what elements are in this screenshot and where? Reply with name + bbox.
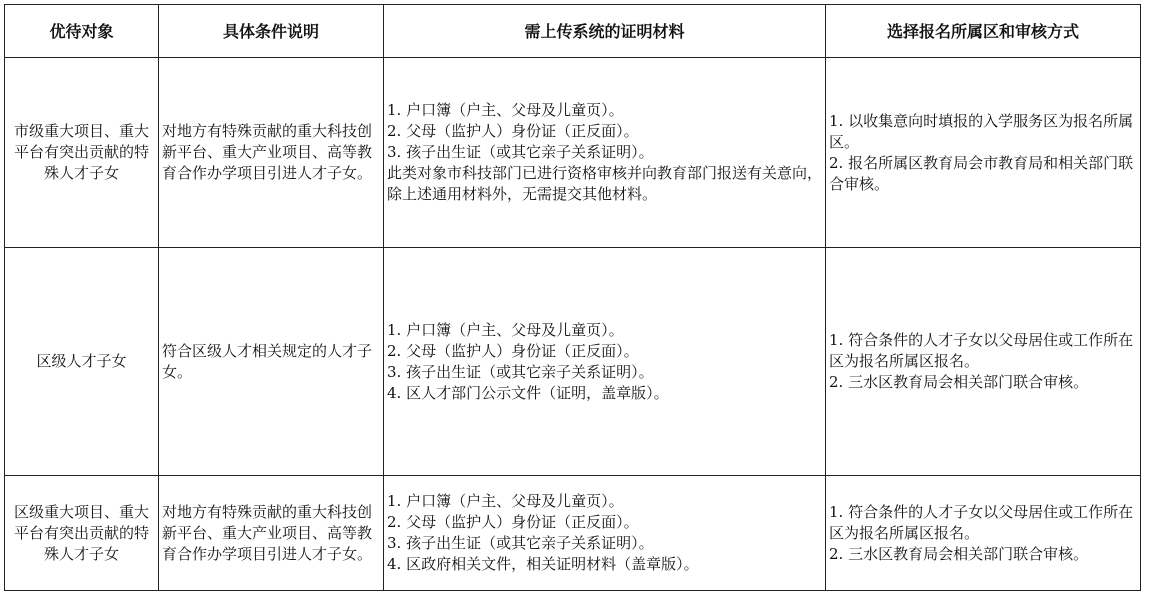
cell-target: 区级人才子女 xyxy=(5,248,159,476)
header-materials: 需上传系统的证明材料 xyxy=(384,5,826,58)
method-item: 1. 以收集意向时填报的入学服务区为报名所属区。 xyxy=(829,111,1134,151)
table-row xyxy=(5,476,1141,591)
cell-method xyxy=(826,248,1141,476)
table-body xyxy=(5,58,1141,591)
cell-condition: 对地方有特殊贡献的重大科技创新平台、重大产业项目、高等教育合作办学项目引进人才子女。 xyxy=(159,476,384,591)
cell-target: 区级重大项目、重大平台有突出贡献的特殊人才子女 xyxy=(5,476,159,591)
material-item: 3. 孩子出生证（或其它亲子关系证明）。 xyxy=(387,362,654,381)
cell-materials xyxy=(384,248,826,476)
material-item: 1. 户口簿（户主、父母及儿童页）。 xyxy=(387,101,624,119)
method-item: 1. 符合条件的人才子女以父母居住或工作所在区为报名所属区报名。 xyxy=(829,331,1134,370)
table-row xyxy=(5,248,1141,476)
cell-target: 市级重大项目、重大平台有突出贡献的特殊人才子女 xyxy=(5,58,159,248)
material-item: 3. 孩子出生证（或其它亲子关系证明）。 xyxy=(387,534,654,552)
header-condition: 具体条件说明 xyxy=(159,5,384,58)
material-item: 1. 户口簿（户主、父母及儿童页）。 xyxy=(387,492,624,510)
method-item: 2. 三水区教育局会相关部门联合审核。 xyxy=(829,544,1089,563)
table-header xyxy=(5,5,1141,58)
material-item: 4. 区人才部门公示文件（证明，盖章版）。 xyxy=(387,383,669,402)
material-item: 2. 父母（监护人）身份证（正反面）。 xyxy=(387,513,639,531)
material-item: 4. 区政府相关文件，相关证明材料（盖章版）。 xyxy=(387,555,699,573)
policy-table xyxy=(4,4,1141,591)
cell-condition: 对地方有特殊贡献的重大科技创新平台、重大产业项目、高等教育合作办学项目引进人才子女。 xyxy=(159,58,384,248)
method-item: 1. 符合条件的人才子女以父母居住或工作所在区为报名所属区报名。 xyxy=(829,502,1134,542)
material-item: 1. 户口簿（户主、父母及儿童页）。 xyxy=(387,320,624,339)
header-target: 优待对象 xyxy=(5,5,159,58)
material-item: 2. 父母（监护人）身份证（正反面）。 xyxy=(387,341,639,360)
header-method: 选择报名所属区和审核方式 xyxy=(826,5,1141,58)
method-item: 2. 三水区教育局会相关部门联合审核。 xyxy=(829,373,1089,391)
method-item: 2. 报名所属区教育局会市教育局和相关部门联合审核。 xyxy=(829,153,1134,193)
table-row xyxy=(5,58,1141,248)
material-note: 此类对象市科技部门已进行资格审核并向教育部门报送有关意向，除上述通用材料外，无需提交其他材料。 xyxy=(387,164,823,203)
header-row xyxy=(5,5,1141,58)
material-item: 2. 父母（监护人）身份证（正反面）。 xyxy=(387,122,639,140)
cell-method xyxy=(826,58,1141,248)
material-item: 3. 孩子出生证（或其它亲子关系证明）。 xyxy=(387,143,654,161)
cell-materials xyxy=(384,476,826,591)
cell-condition: 符合区级人才相关规定的人才子女。 xyxy=(159,248,384,476)
cell-method xyxy=(826,476,1141,591)
cell-materials xyxy=(384,58,826,248)
